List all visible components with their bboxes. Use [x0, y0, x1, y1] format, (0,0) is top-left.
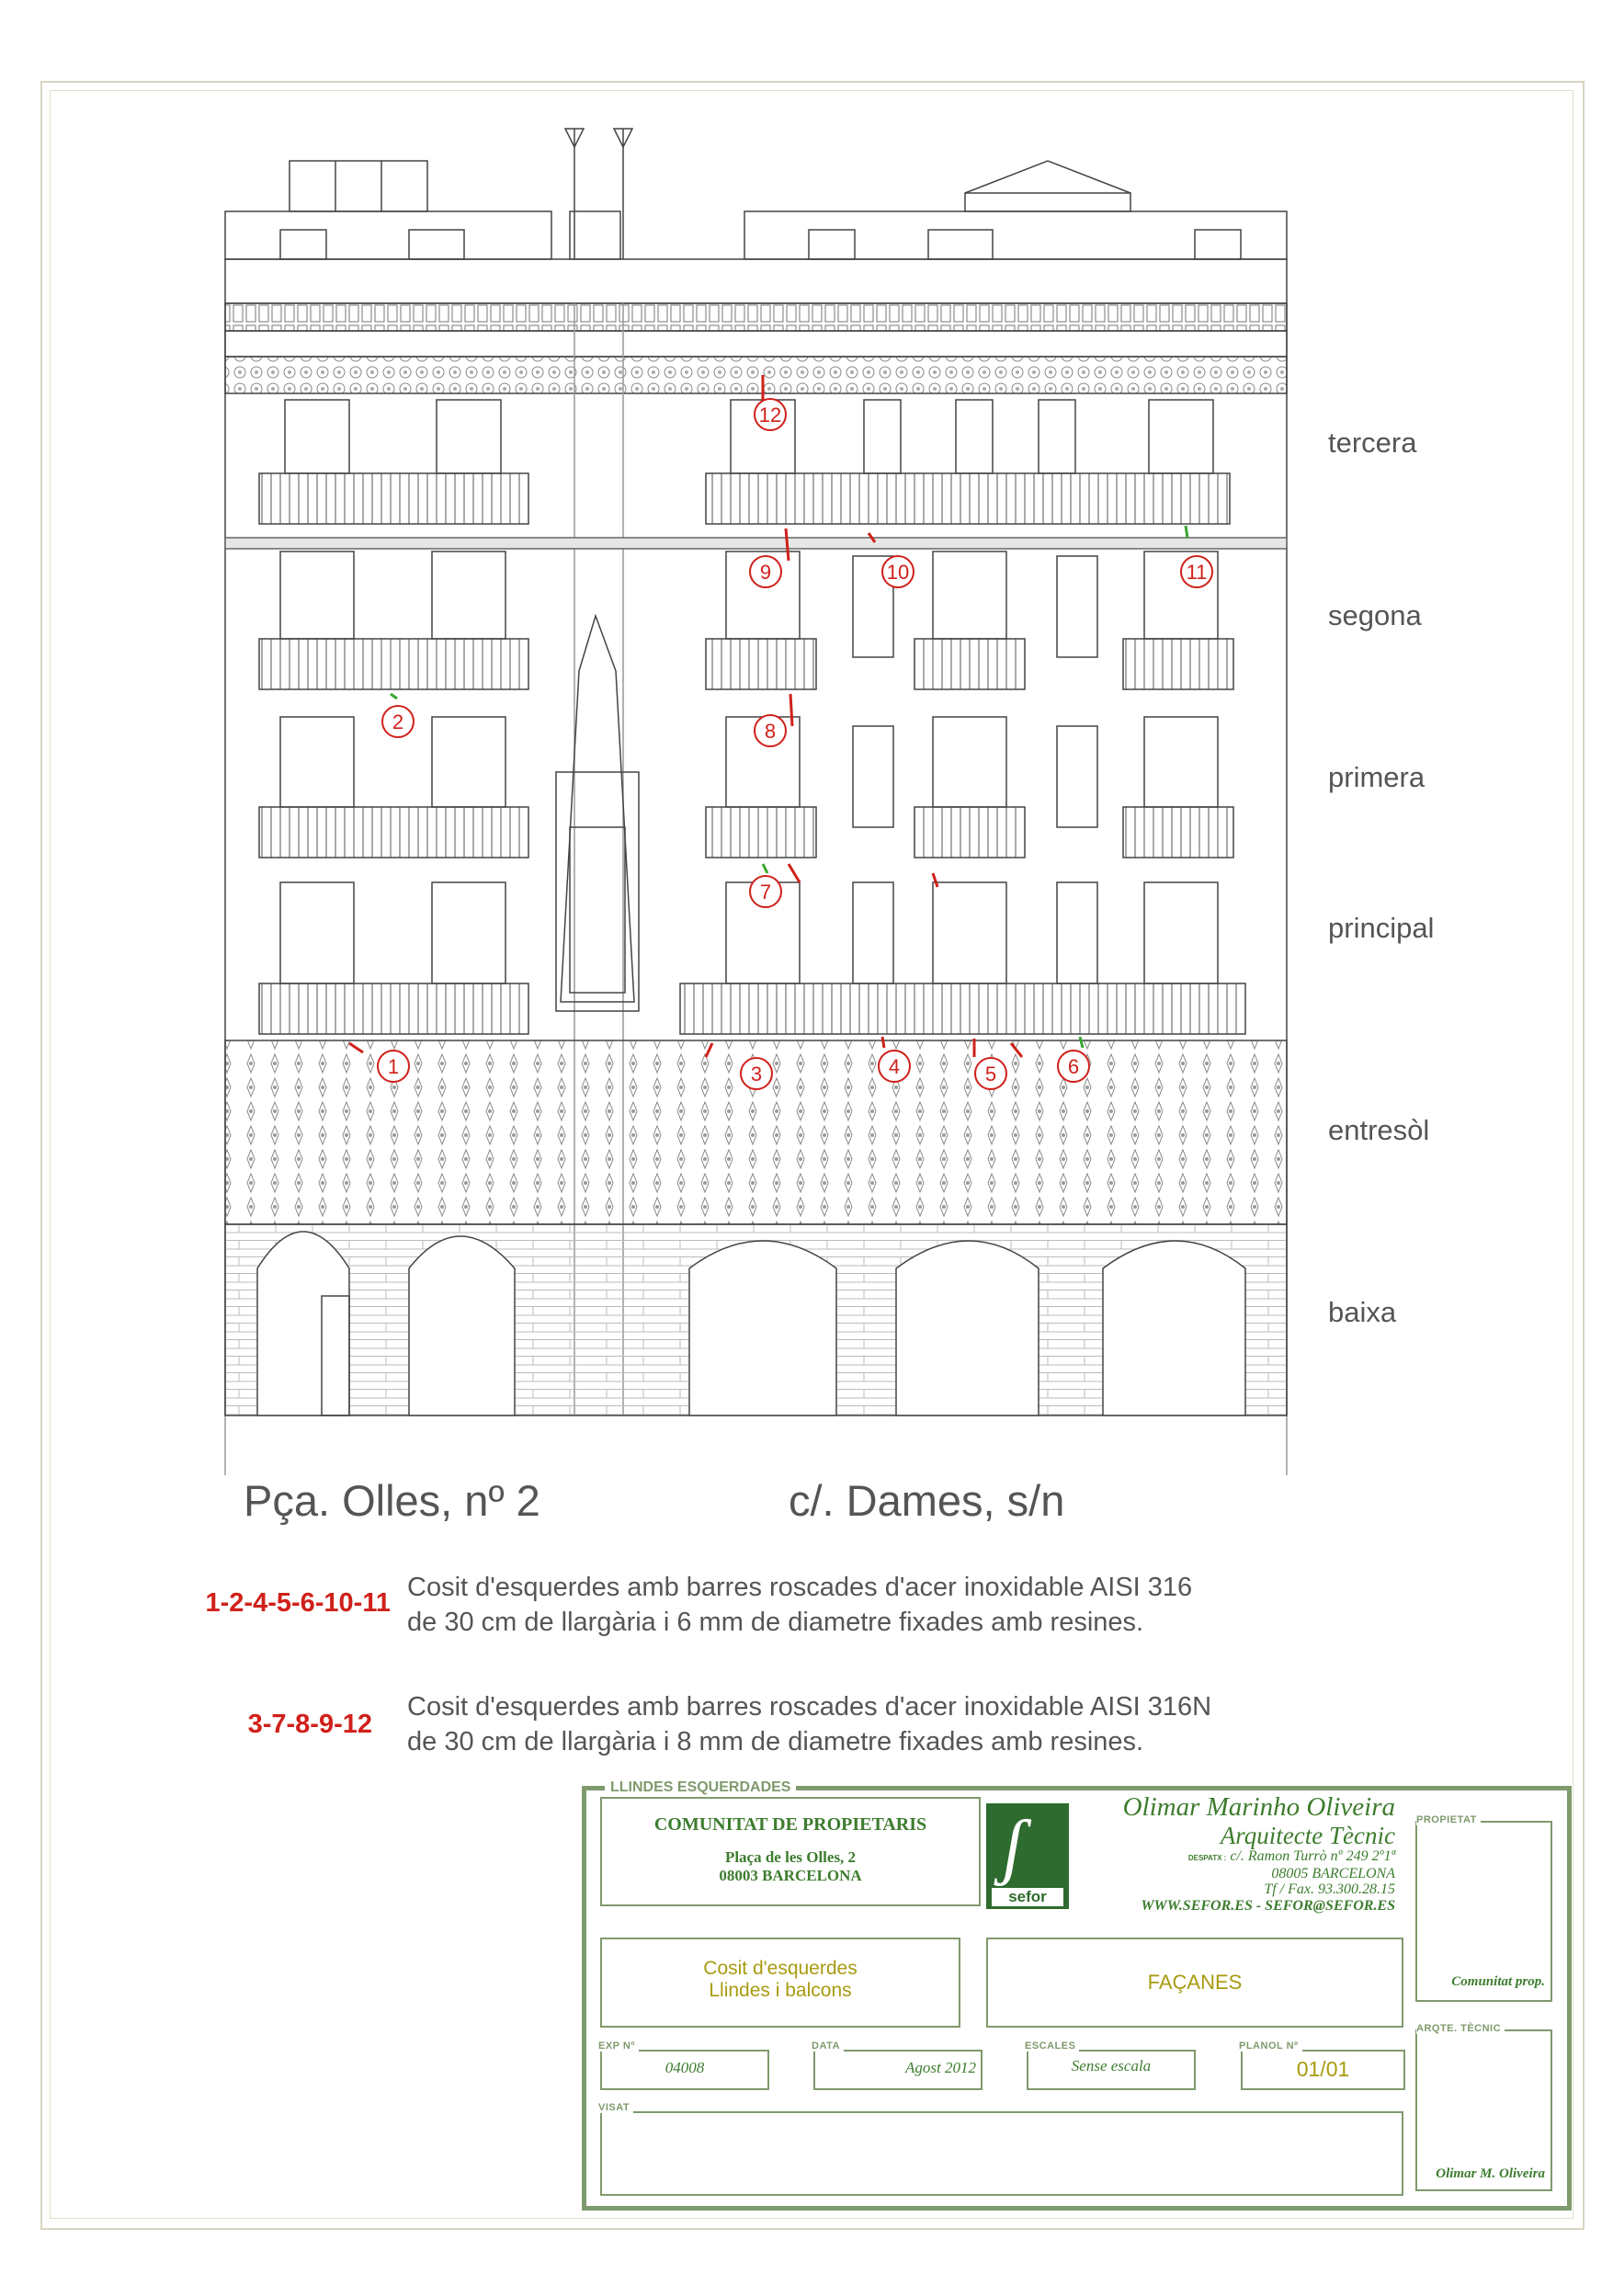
data-label: DATA	[812, 2040, 844, 2052]
architect-phone: Tf / Fax. 93.300.28.15	[1264, 1881, 1395, 1897]
client-box	[600, 1797, 981, 1906]
floor-label-baixa: baixa	[1328, 1296, 1397, 1328]
logo-text: sefor	[992, 1888, 1063, 1906]
legend-description-1	[407, 1570, 1192, 1640]
floor-label-principal: principal	[1328, 912, 1435, 944]
client-address-2: 08003 BARCELONA	[719, 1867, 862, 1884]
street-label-left: Pça. Olles, nº 2	[244, 1476, 540, 1525]
architect-web: WWW.SEFOR.ES - SEFOR@SEFOR.ES	[1141, 1898, 1395, 1914]
logo-glyph-icon: ʃ	[1003, 1806, 1024, 1887]
arqte-value: Olimar M. Oliveira	[1436, 2166, 1545, 2181]
legend-numbers-1: 1-2-4-5-6-10-11	[205, 1588, 391, 1618]
floor-label-segona: segona	[1328, 599, 1422, 631]
sheet-title-box	[986, 1938, 1403, 2028]
exp-label: EXP Nº	[598, 2040, 639, 2052]
legend-2-line-2: de 30 cm de llargària i 8 mm de diametre fixades amb resines.	[407, 1727, 1144, 1756]
exp-value: 04008	[665, 2059, 705, 2076]
title-block-header: LLINDES ESQUERDADES	[605, 1779, 796, 1796]
architect-role: Arquitecte Tècnic	[1220, 1822, 1395, 1849]
planol-label: PLANOL Nº	[1239, 2040, 1302, 2052]
escales-label: ESCALES	[1025, 2040, 1079, 2052]
escales-value: Sense escala	[1071, 2057, 1152, 2074]
marker-11: 11	[1186, 561, 1208, 584]
legend-1-line-2: de 30 cm de llargària i 6 mm de diametre fixades amb resines.	[407, 1608, 1144, 1637]
marker-10: 10	[886, 561, 910, 584]
marker-7: 7	[759, 881, 772, 904]
visat-label: VISAT	[598, 2102, 633, 2113]
description-box	[600, 1938, 960, 2028]
client-address-1: Plaça de les Olles, 2	[724, 1848, 857, 1866]
client-name: COMUNITAT DE PROPIETARIS	[653, 1814, 927, 1835]
legend-2-line-1: Cosit d'esquerdes amb barres roscades d'acer inoxidable AISI 316N	[407, 1692, 1212, 1722]
marker-4: 4	[888, 1055, 901, 1078]
marker-3: 3	[750, 1063, 763, 1085]
marker-8: 8	[764, 720, 777, 743]
planol-value: 01/01	[1296, 2057, 1350, 2081]
floor-label-tercera: tercera	[1328, 426, 1417, 459]
marker-1: 1	[387, 1055, 400, 1078]
data-value: Agost 2012	[905, 2059, 976, 2076]
propietat-label: PROPIETAT	[1416, 1814, 1481, 1825]
architect-info	[1075, 1792, 1395, 1915]
marker-2: 2	[392, 710, 404, 733]
arqte-label: ARQTE. TÈCNIC	[1416, 2023, 1505, 2034]
marker-5: 5	[984, 1063, 997, 1085]
visat-box	[600, 2111, 1403, 2196]
propietat-value: Comunitat prop.	[1451, 1974, 1545, 1989]
architect-address-1: c/. Ramon Turrò nº 249 2º1ª	[1230, 1848, 1395, 1864]
sheet-title: FAÇANES	[1147, 1971, 1243, 1994]
marker-9: 9	[759, 561, 772, 584]
floor-label-entresol: entresòl	[1328, 1114, 1430, 1146]
floor-label-primera: primera	[1328, 761, 1426, 793]
sefor-logo	[986, 1803, 1069, 1909]
marker-6: 6	[1067, 1055, 1080, 1078]
marker-12: 12	[758, 404, 782, 426]
legend-numbers-2: 3-7-8-9-12	[247, 1710, 372, 1739]
description-line-1: Cosit d'esquerdes	[703, 1958, 858, 1979]
legend-description-2	[407, 1689, 1211, 1759]
street-label-right: c/. Dames, s/n	[789, 1476, 1065, 1525]
architect-name: Olimar Marinho Oliveira	[1122, 1792, 1395, 1822]
despatx-label: DESPATX :	[1187, 1854, 1227, 1862]
legend-1-line-1: Cosit d'esquerdes amb barres roscades d'acer inoxidable AISI 316	[407, 1573, 1193, 1602]
description-line-2: Llindes i balcons	[709, 1980, 852, 2001]
architect-address-2: 08005 BARCELONA	[1271, 1866, 1395, 1881]
